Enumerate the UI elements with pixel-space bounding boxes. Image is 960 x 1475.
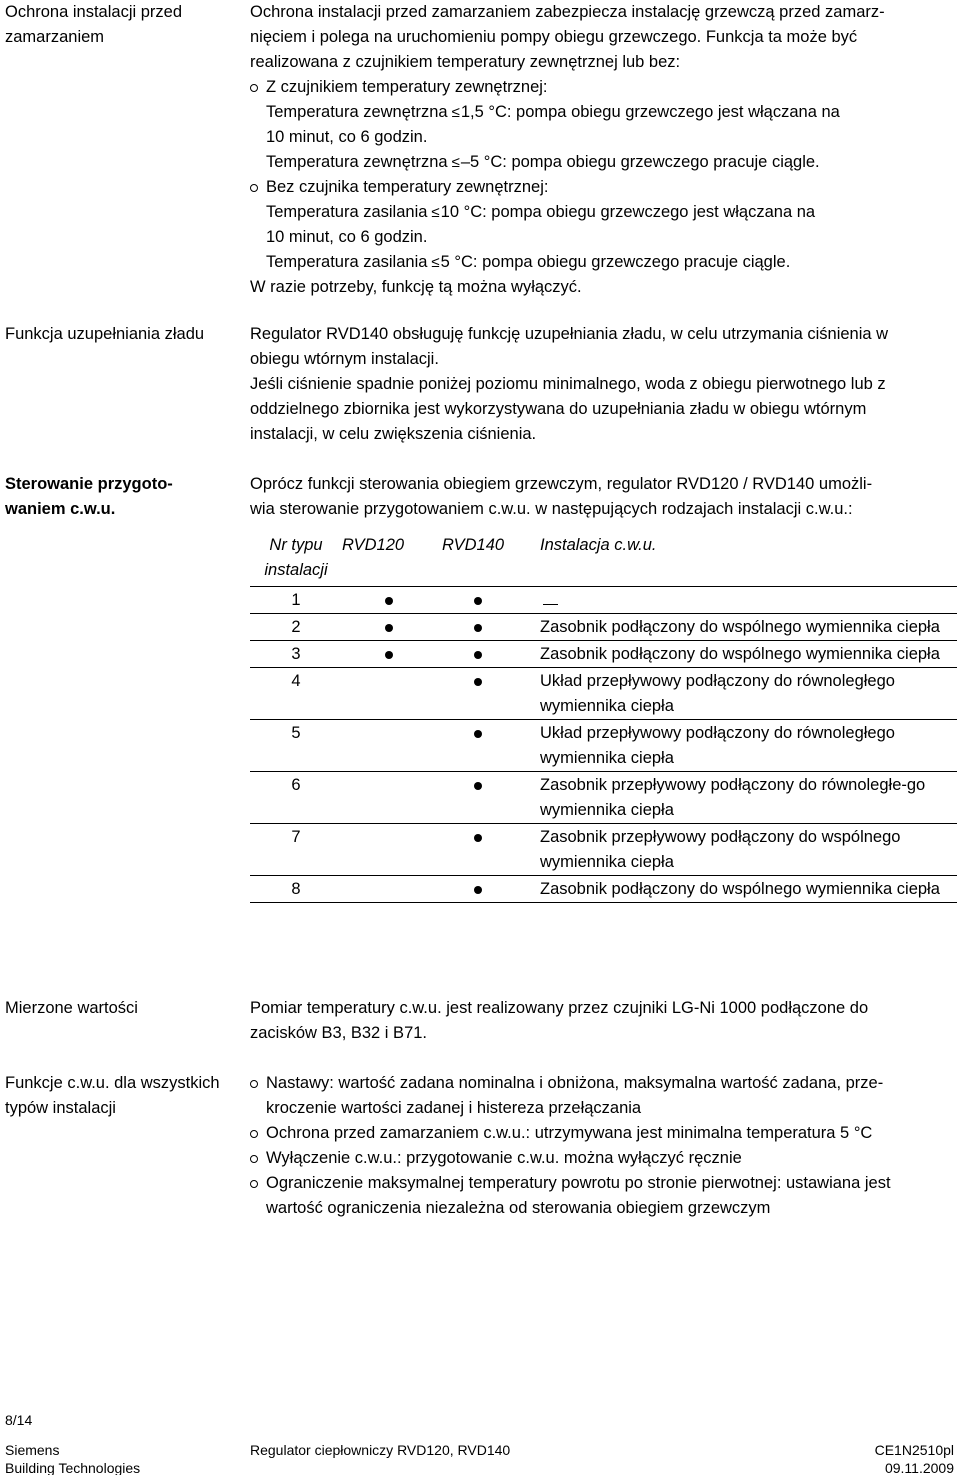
cell-rvd140 (442, 876, 540, 903)
bullet-with-sensor (250, 75, 955, 175)
paragraph-line: Jeśli ciśnienie spadnie poniżej poziomu minimalnego, woda z obiegu pierwotnego lub z (250, 375, 886, 393)
cell-rvd140 (442, 587, 540, 614)
header-rvd140: RVD140 (442, 533, 540, 587)
page-number: 8/14 (5, 1412, 33, 1428)
bullet-icon (250, 1180, 258, 1188)
cell-nr: 2 (250, 614, 342, 641)
list-item: Nastawy: wartość zadana nominalna i obniżona, maksymalna wartość zadana, prze- kroczenie wartości zadanej i histereza przełączania (250, 1071, 955, 1121)
cell-nr: 7 (250, 824, 342, 876)
cell-installation: Układ przepływowy podłączony do równoległego wymiennika ciepła (540, 720, 957, 772)
condition-line: 10 minut, co 6 godzin. (266, 128, 428, 146)
supported-dot-icon (474, 834, 482, 842)
condition-line: Temperatura zasilania ≤5 °C: pompa obiegu grzewczego pracuje ciągle. (266, 250, 955, 275)
cell-nr: 8 (250, 876, 342, 903)
cell-nr: 1 (250, 587, 342, 614)
less-equal-icon: ≤ (451, 104, 460, 121)
table-row (250, 824, 957, 876)
installation-types-table (250, 533, 957, 903)
supported-dot-icon (474, 782, 482, 790)
paragraph-line: wia sterowanie przygotowaniem c.w.u. w następujących rodzajach instalacji c.w.u.: (250, 500, 853, 518)
cell-rvd140 (442, 668, 540, 720)
paragraph-line: obiegu wtórnym instalacji. (250, 350, 439, 368)
supported-dot-icon (385, 624, 393, 632)
cell-nr: 5 (250, 720, 342, 772)
footer-division: Building Technologies (5, 1460, 141, 1475)
cell-rvd120 (342, 824, 442, 876)
section-label-frost: Ochrona instalacji przed zamarzaniem (5, 3, 183, 46)
condition-line: Temperatura zewnętrzna ≤–5 °C: pompa obiegu grzewczego pracuje ciągle. (266, 150, 955, 175)
condition-line: 10 minut, co 6 godzin. (266, 228, 428, 246)
cell-nr: 4 (250, 668, 342, 720)
section-body-measured (250, 996, 955, 1046)
cell-installation: Układ przepływowy podłączony do równoległego wymiennika ciepła (540, 668, 957, 720)
table-row (250, 614, 957, 641)
supported-dot-icon (474, 730, 482, 738)
supported-dot-icon (474, 597, 482, 605)
footer-doc-id: CE1N2510pl (874, 1442, 954, 1458)
header-rvd120: RVD120 (342, 533, 442, 587)
paragraph-line: Oprócz funkcji sterowania obiegiem grzewczym, regulator RVD120 / RVD140 umożli- (250, 475, 873, 493)
table-row (250, 641, 957, 668)
cell-installation (540, 587, 957, 614)
less-equal-icon: ≤ (431, 204, 440, 221)
footer-company: Siemens (5, 1442, 60, 1458)
table-header-row (250, 533, 957, 587)
bullet-icon (250, 1155, 258, 1163)
cell-rvd120 (342, 587, 442, 614)
footer-title: Regulator ciepłowniczy RVD120, RVD140 (250, 1442, 511, 1458)
supported-dot-icon (474, 678, 482, 686)
dash-icon (543, 604, 558, 605)
supported-dot-icon (474, 886, 482, 894)
bullet-title: Bez czujnika temperatury zewnętrznej: (266, 178, 549, 196)
cell-rvd140 (442, 641, 540, 668)
section-body-functions (250, 1071, 955, 1221)
cell-rvd140 (442, 614, 540, 641)
bullet-icon (250, 184, 258, 192)
cell-rvd120 (342, 614, 442, 641)
bullet-icon (250, 1130, 258, 1138)
cell-rvd140 (442, 824, 540, 876)
paragraph-line: oddzielnego zbiornika jest wykorzystywana do uzupełniania zładu w obiegu wtórnym (250, 400, 867, 418)
bullet-without-sensor (250, 175, 955, 275)
paragraph-line: Ochrona instalacji przed zamarzaniem zabezpiecza instalację grzewczą przed zamarz- (250, 3, 885, 21)
cell-installation: Zasobnik podłączony do wspólnego wymiennika ciepła (540, 876, 957, 903)
section-label-refill: Funkcja uzupełniania zładu (5, 325, 205, 343)
cell-installation: Zasobnik przepływowy podłączony do wspólnego wymiennika ciepła (540, 824, 957, 876)
less-equal-icon: ≤ (431, 254, 440, 271)
paragraph-line: instalacji, w celu zwiększenia ciśnienia. (250, 425, 537, 443)
list-item: Wyłączenie c.w.u.: przygotowanie c.w.u. można wyłączyć ręcznie (250, 1146, 955, 1171)
list-item: Ograniczenie maksymalnej temperatury powrotu po stronie pierwotnej: ustawiana jest wartość ograniczenia niezależna od sterowania obiegiem grzewczym (250, 1171, 955, 1221)
less-equal-icon: ≤ (451, 154, 460, 171)
supported-dot-icon (474, 624, 482, 632)
footer-date: 09.11.2009 (884, 1460, 954, 1475)
paragraph-line: nięciem i polega na uruchomieniu pompy obiegu grzewczego. Funkcja ta może być (250, 28, 858, 46)
section-label-dhw: Sterowanie przygoto-waniem c.w.u. (5, 475, 173, 518)
supported-dot-icon (385, 597, 393, 605)
table-row (250, 876, 957, 903)
cell-installation: Zasobnik przepływowy podłączony do równoległe-go wymiennika ciepła (540, 772, 957, 824)
cell-rvd120 (342, 720, 442, 772)
bullet-icon (250, 1080, 258, 1088)
supported-dot-icon (474, 651, 482, 659)
cell-nr: 6 (250, 772, 342, 824)
table-row (250, 772, 957, 824)
list-item: Ochrona przed zamarzaniem c.w.u.: utrzymywana jest minimalna temperatura 5 °C (250, 1121, 955, 1146)
section-label-functions: Funkcje c.w.u. dla wszystkich typów instalacji (5, 1074, 220, 1117)
header-installation: Instalacja c.w.u. (540, 533, 957, 587)
section-body-frost (250, 0, 955, 300)
cell-rvd120 (342, 668, 442, 720)
table-row (250, 668, 957, 720)
condition-line: Temperatura zewnętrzna ≤1,5 °C: pompa obiegu grzewczego jest włączana na (266, 100, 955, 125)
section-body-refill (250, 322, 955, 447)
paragraph-line: Regulator RVD140 obsługuję funkcję uzupełniania zładu, w celu utrzymania ciśnienia w (250, 325, 889, 343)
cell-rvd120 (342, 641, 442, 668)
cell-nr: 3 (250, 641, 342, 668)
paragraph-line: Pomiar temperatury c.w.u. jest realizowany przez czujniki LG-Ni 1000 podłączone do (250, 999, 869, 1017)
cell-rvd140 (442, 720, 540, 772)
section-body-dhw (250, 472, 955, 522)
condition-line: Temperatura zasilania ≤10 °C: pompa obiegu grzewczego jest włączana na (266, 200, 955, 225)
bullet-title: Z czujnikiem temperatury zewnętrznej: (266, 78, 548, 96)
cell-rvd140 (442, 772, 540, 824)
section-label-measured: Mierzone wartości (5, 999, 138, 1017)
paragraph-line: W razie potrzeby, funkcję tą można wyłączyć. (250, 278, 582, 296)
table-row (250, 587, 957, 614)
table-row (250, 720, 957, 772)
header-nr: Nr typu instalacji (250, 533, 342, 587)
paragraph-line: zacisków B3, B32 i B71. (250, 1024, 428, 1042)
cell-rvd120 (342, 772, 442, 824)
bullet-icon (250, 84, 258, 92)
cell-rvd120 (342, 876, 442, 903)
cell-installation: Zasobnik podłączony do wspólnego wymiennika ciepła (540, 614, 957, 641)
paragraph-line: realizowana z czujnikiem temperatury zewnętrznej lub bez: (250, 53, 681, 71)
supported-dot-icon (385, 651, 393, 659)
cell-installation: Zasobnik podłączony do wspólnego wymiennika ciepła (540, 641, 957, 668)
